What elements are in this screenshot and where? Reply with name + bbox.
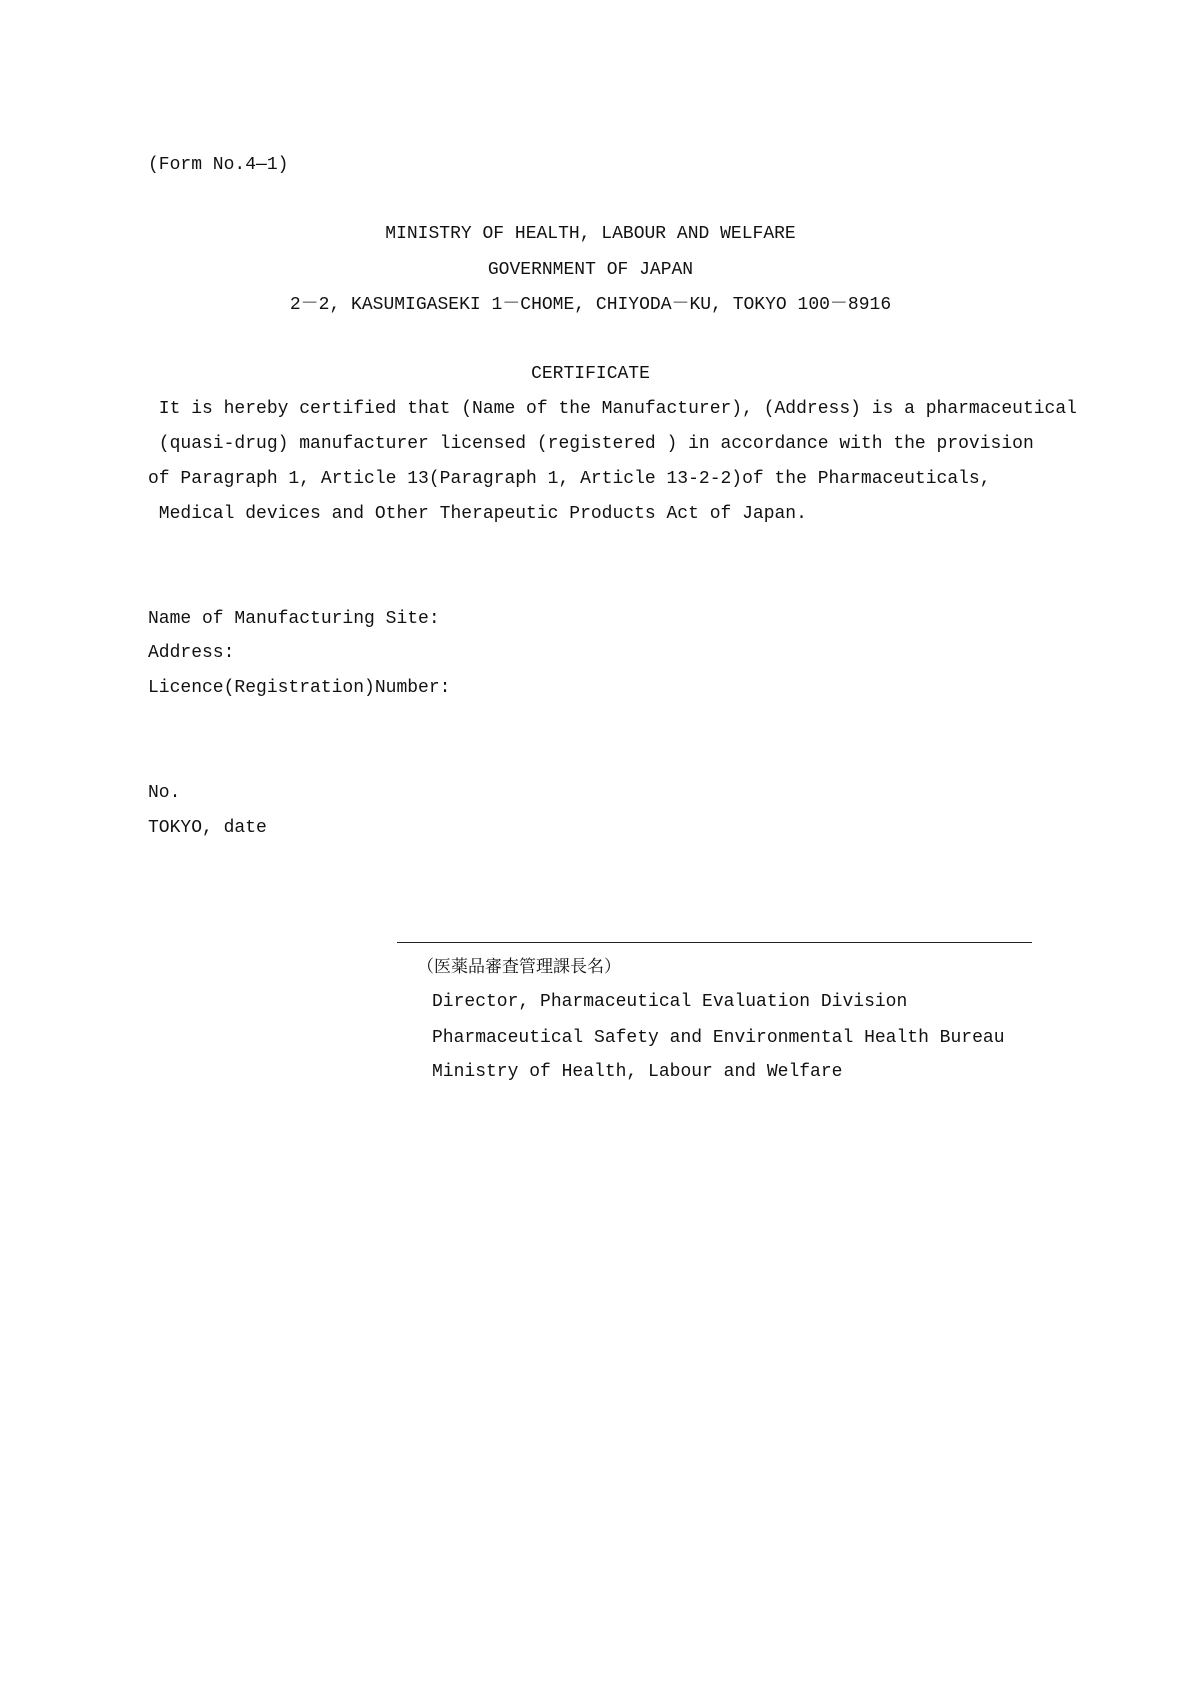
government-heading: GOVERNMENT OF JAPAN (487, 260, 694, 280)
certificate-body-line: (quasi-drug) manufacturer licensed (registered ) in accordance with the provision (148, 434, 1034, 454)
licence-number-label: Licence(Registration)Number: (148, 678, 451, 698)
signatory-title-line: Ministry of Health, Labour and Welfare (432, 1062, 843, 1082)
certificate-body-line: Medical devices and Other Therapeutic Products Act of Japan. (148, 504, 807, 524)
certificate-body-line: of Paragraph 1, Article 13(Paragraph 1, Article 13-2-2)of the Pharmaceuticals, (148, 469, 991, 489)
ministry-heading: MINISTRY OF HEALTH, LABOUR AND WELFARE (385, 224, 796, 244)
signatory-name-placeholder: （医薬品審査管理課長名） (417, 957, 621, 977)
address-label: Address: (148, 643, 235, 663)
reference-number: No. (148, 783, 181, 803)
certificate-title: CERTIFICATE (531, 364, 650, 384)
signature-line (397, 942, 1032, 943)
site-name-label: Name of Manufacturing Site: (148, 609, 440, 629)
ministry-address: 2－2, KASUMIGASEKI 1－CHOME, CHIYODA－KU, TOKYO 100－8916 (289, 295, 892, 315)
place-date: TOKYO, date (148, 818, 267, 838)
form-number: (Form No.4—1) (148, 155, 289, 175)
signatory-title-line: Pharmaceutical Safety and Environmental Health Bureau (432, 1028, 1005, 1048)
certificate-body-line: It is hereby certified that (Name of the Manufacturer), (Address) is a pharmaceutical (148, 399, 1077, 419)
signatory-title-line: Director, Pharmaceutical Evaluation Division (432, 992, 908, 1012)
